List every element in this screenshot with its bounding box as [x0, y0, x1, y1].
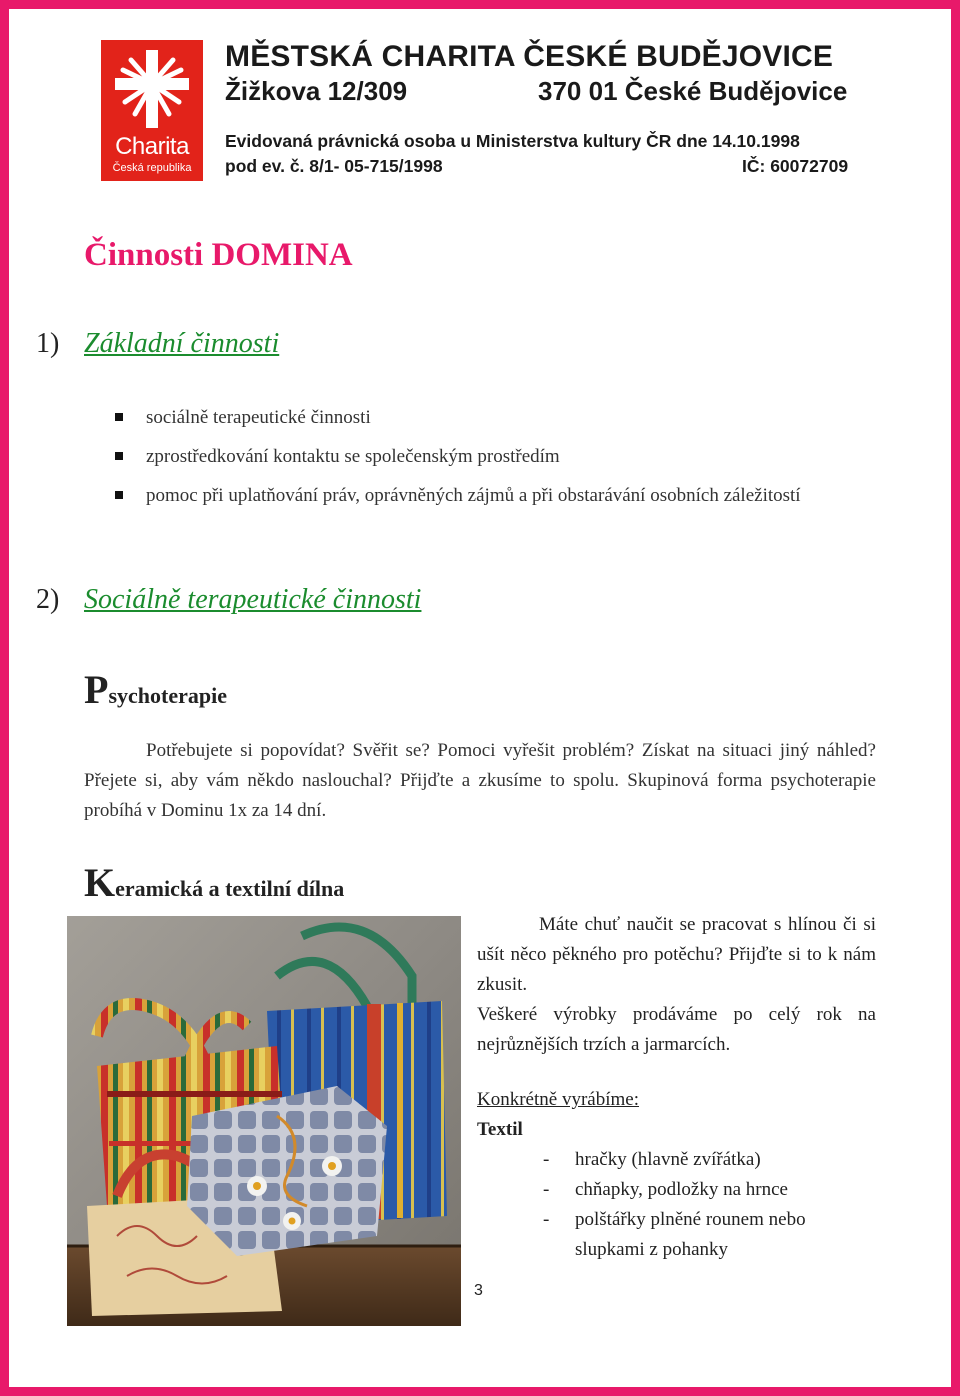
list-item: - chňapky, podložky na hrnce [543, 1179, 788, 1200]
page-title: Činnosti DOMINA [84, 237, 353, 273]
dilna-text-column [477, 910, 876, 1265]
org-registration: Evidovaná právnická osoba u Ministerstva kultury ČR dne 14.10.1998 [225, 131, 800, 151]
section-2-heading [36, 584, 421, 616]
konkretne-label: Konkrétně vyrábíme: [477, 1089, 639, 1110]
dilna-paragraph-1: Máte chuť naučit se pracovat s hlínou či si ušít něco pěkného pro potěchu? Přijďte si to k nám zkusit. [477, 914, 876, 995]
section-2-number: 2) [36, 584, 60, 615]
bullet-square-icon [115, 452, 123, 460]
bullet-square-icon [115, 413, 123, 421]
logo-subword: Česká republika [112, 162, 192, 174]
bullet-square-icon [115, 491, 123, 499]
psychoterapie-text: Potřebujete si popovídat? Svěřit se? Pomoci vyřešit problém? Získat na situaci jiný náhled? Přejete si, aby vám někdo naslouchal? Přijďte a zkusíme to spolu. Skupinová forma psychoterapie probíhá v Dominu 1x za 14 dní. [84, 740, 876, 821]
textil-list [477, 1145, 876, 1265]
list-item-text: zprostředkování kontaktu se společenským prostředím [146, 446, 560, 467]
org-ico: IČ: 60072709 [742, 156, 849, 176]
list-item-text: chňapky, podložky na hrnce [575, 1179, 788, 1200]
textile-bags-photo [67, 916, 461, 1326]
list-item-text: sociálně terapeutické činnosti [146, 407, 371, 428]
list-item-text: polštářky plněné rounem nebo slupkami z pohanky [575, 1209, 806, 1260]
list-item [113, 398, 873, 437]
charita-logo [101, 40, 203, 181]
page-number: 3 [474, 1282, 483, 1299]
section-1-number: 1) [36, 328, 60, 359]
dilna-heading [84, 859, 344, 906]
dilna-initial: K [84, 860, 116, 905]
list-item-text: hračky (hlavně zvířátka) [575, 1149, 761, 1170]
list-item: - hračky (hlavně zvířátka) [543, 1149, 761, 1170]
list-item [113, 476, 873, 515]
section-2-title: Sociálně terapeutické činnosti [84, 584, 422, 615]
psychoterapie-heading [84, 666, 227, 713]
textil-label: Textil [477, 1119, 523, 1140]
org-city: 370 01 České Budějovice [538, 76, 848, 106]
list-item [113, 437, 873, 476]
section-1-heading [36, 328, 279, 360]
org-street: Žižkova 12/309 [225, 76, 408, 106]
dilna-paragraph-2: Veškeré výrobky prodáváme po celý rok na nejrůznějších trzích a jarmarcích. [477, 1004, 876, 1055]
org-reg-number: pod ev. č. 8/1- 05-715/1998 [225, 156, 443, 176]
org-name: MĚSTSKÁ CHARITA ČESKÉ BUDĚJOVICE [225, 40, 834, 73]
psychoterapie-initial: P [84, 667, 109, 712]
dilna-rest: eramická a textilní dílna [115, 876, 345, 901]
list-item: - polštářky plněné rounem nebo slupkami z pohanky [543, 1209, 806, 1260]
bullet-list [113, 398, 873, 515]
section-1-title: Základní činnosti [84, 328, 280, 359]
logo-word: Charita [115, 133, 189, 160]
list-item-text: pomoc při uplatňování práv, oprávněných zájmů a při obstarávání osobních záležitostí [146, 485, 801, 506]
psychoterapie-rest: sychoterapie [108, 683, 227, 708]
charita-cross-icon [101, 40, 203, 135]
